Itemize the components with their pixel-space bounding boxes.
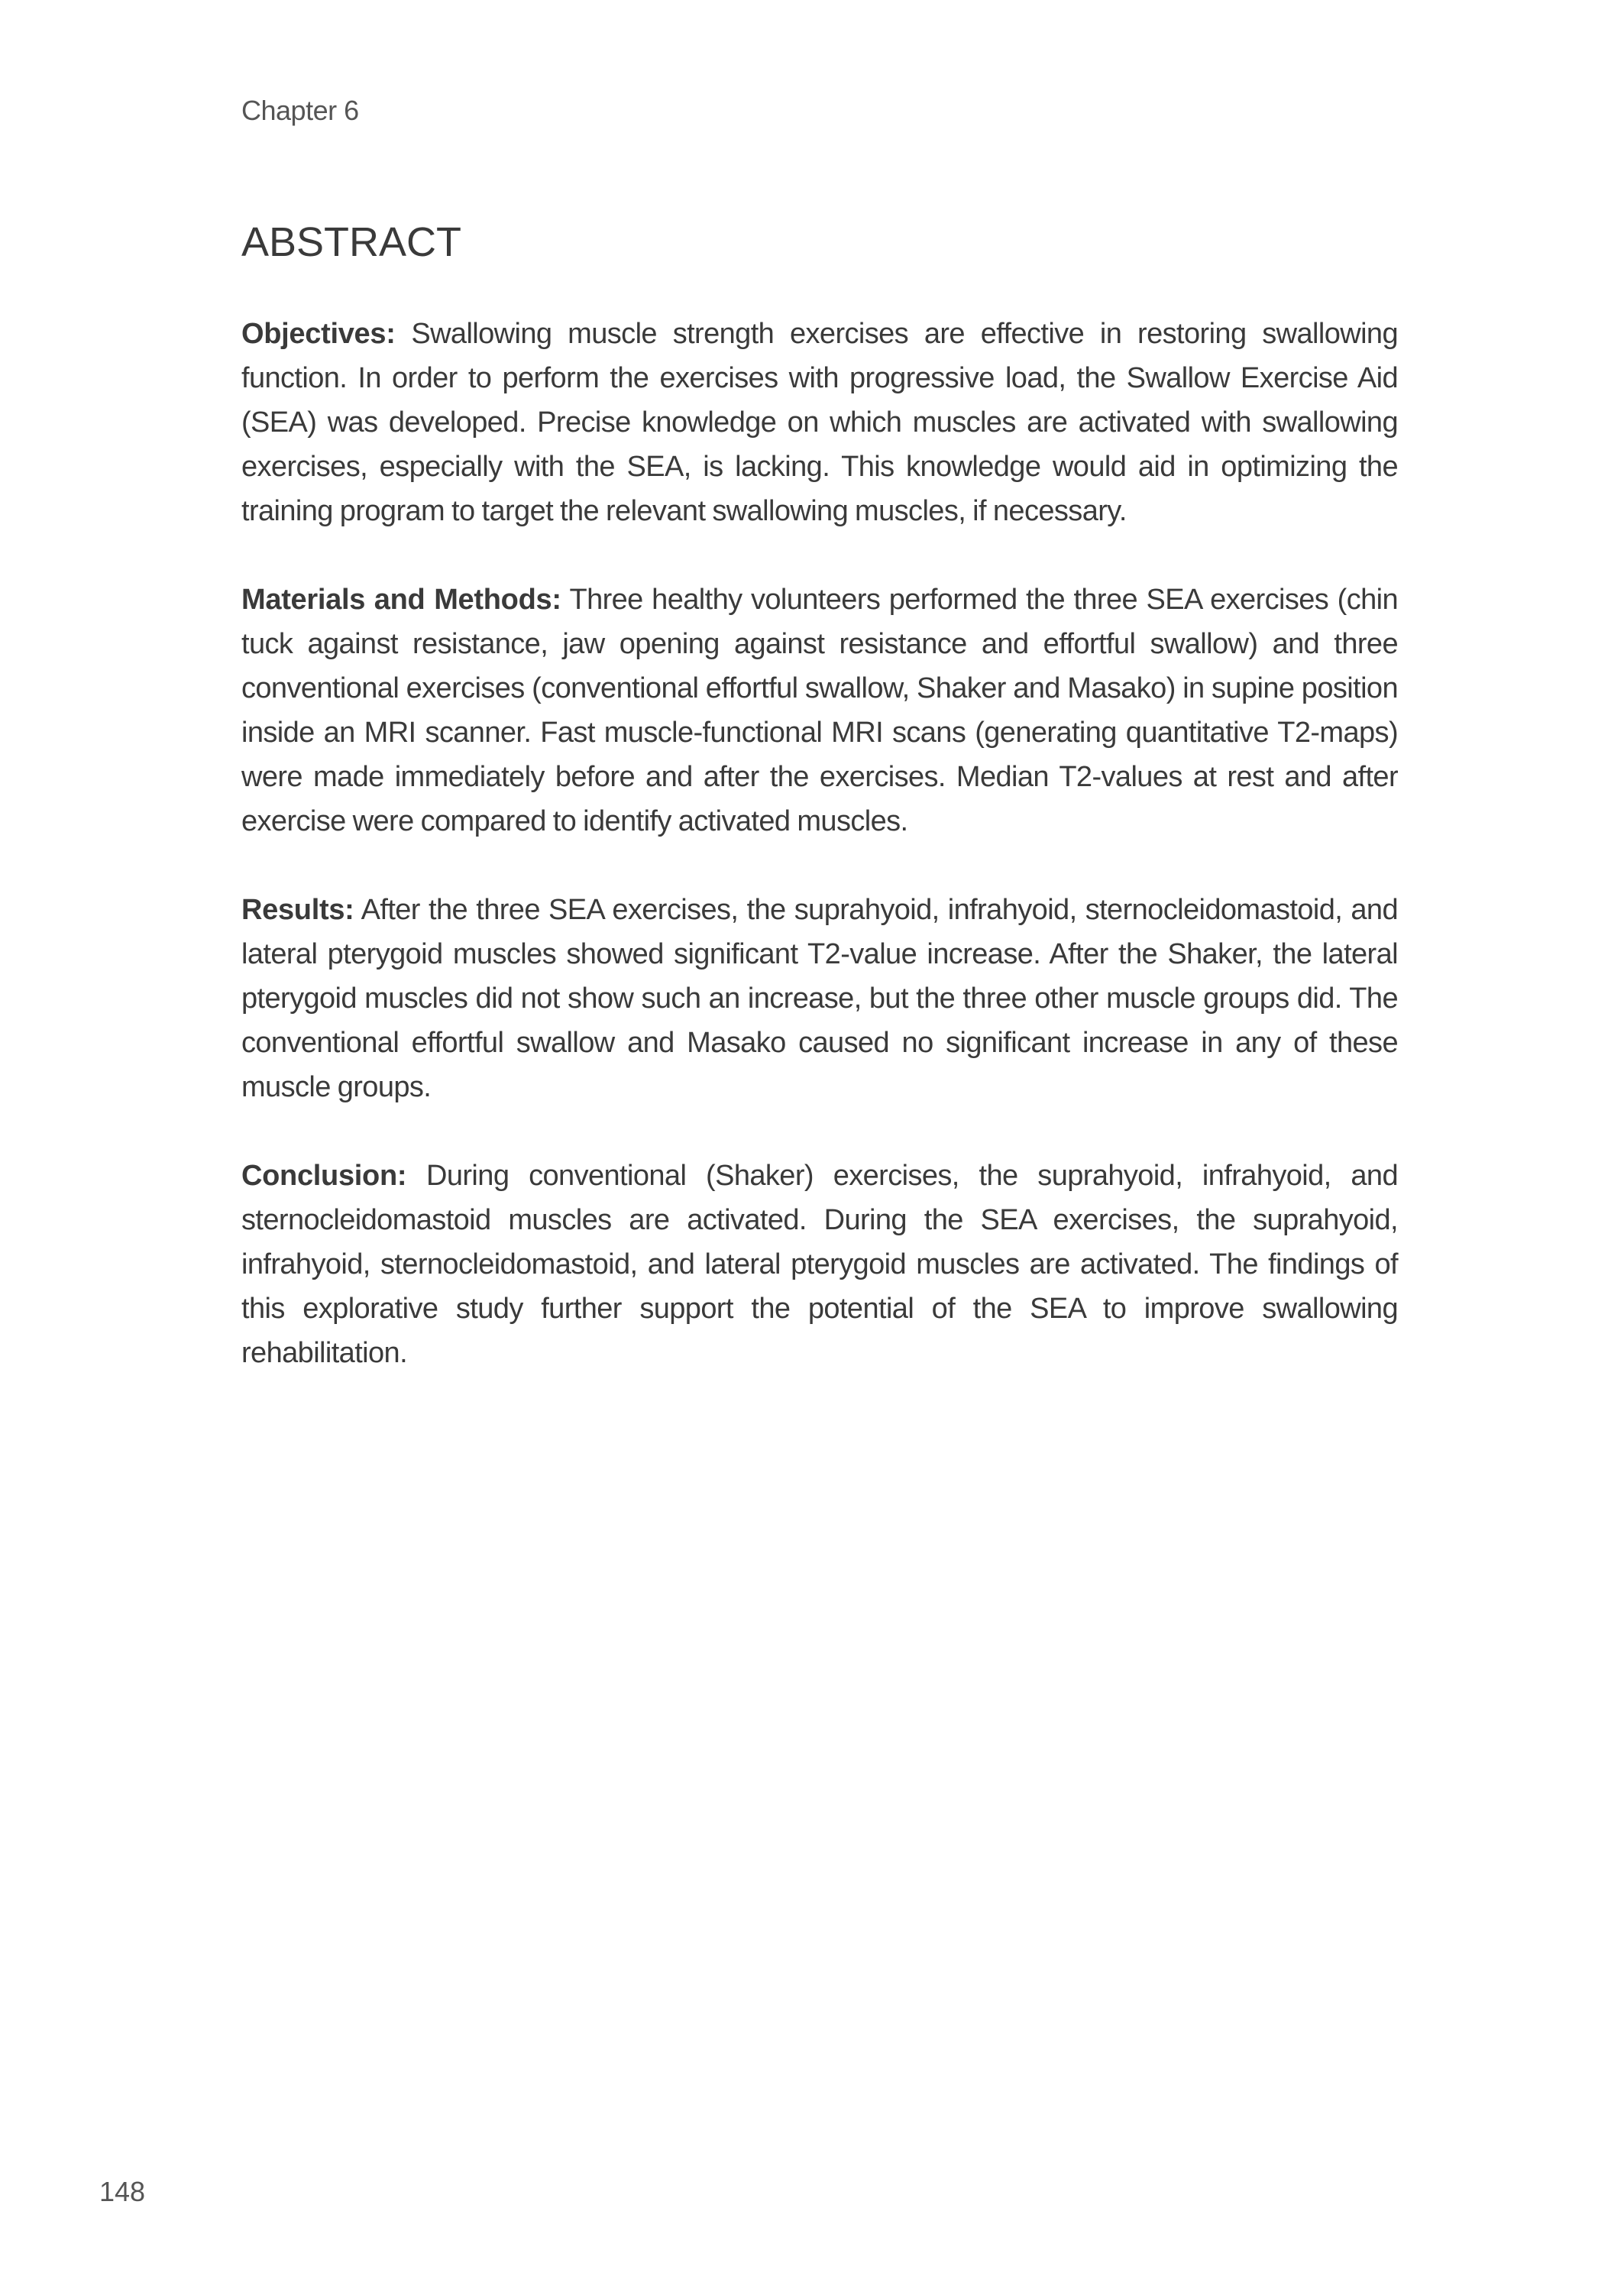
methods-label: Materials and Methods: [241, 584, 561, 616]
results-paragraph [241, 888, 1398, 1109]
abstract-title: ABSTRACT [241, 219, 462, 265]
running-head: Chapter 6 [241, 95, 359, 126]
objectives-text: Swallowing muscle strength exercises are effective in restoring swallowing function. In order to perform the exercises with progressive load, the Swallow Exercise Aid (SEA) was developed. Precise knowledge on which muscles are activated with swallowing exercises, especially with the SEA, is lacking. This knowledge would aid in optimizing the training program to target the relevant swallowing muscles, if necessary. [241, 318, 1398, 527]
objectives-label: Objectives: [241, 318, 396, 350]
conclusion-text: During conventional (Shaker) exercises, the suprahyoid, infrahyoid, and sternocleidomastoid muscles are activated. During the SEA exercises, the suprahyoid, infrahyoid, sternocleidomastoid, and lateral pterygoid muscles are activated. The findings of this explorative study further support the potential of the SEA to improve swallowing rehabilitation. [241, 1160, 1398, 1369]
abstract-body [241, 312, 1398, 1420]
objectives-paragraph [241, 312, 1398, 533]
results-label: Results: [241, 894, 354, 926]
methods-text: Three healthy volunteers performed the three SEA exercises (chin tuck against resistance, jaw opening against resistance and effortful swallow) and three conventional exercises (conventional effortful swallow, Shaker and Masako) in supine position inside an MRI scanner. Fast muscle-functional MRI scans (generating quantitative T2-maps) were made immediately before and after the exercises. Median T2-values at rest and after exercise were compared to identify activated muscles. [241, 584, 1399, 837]
conclusion-label: Conclusion: [241, 1160, 407, 1192]
page-number: 148 [99, 2176, 146, 2207]
methods-paragraph [241, 578, 1398, 843]
conclusion-paragraph [241, 1154, 1398, 1375]
results-text: After the three SEA exercises, the suprahyoid, infrahyoid, sternocleidomastoid, and lateral pterygoid muscles showed significant T2-value increase. After the Shaker, the lateral pterygoid muscles did not show such an increase, but the three other muscle groups did. The conventional effortful swallow and Masako caused no significant increase in any of these muscle groups. [241, 894, 1398, 1103]
